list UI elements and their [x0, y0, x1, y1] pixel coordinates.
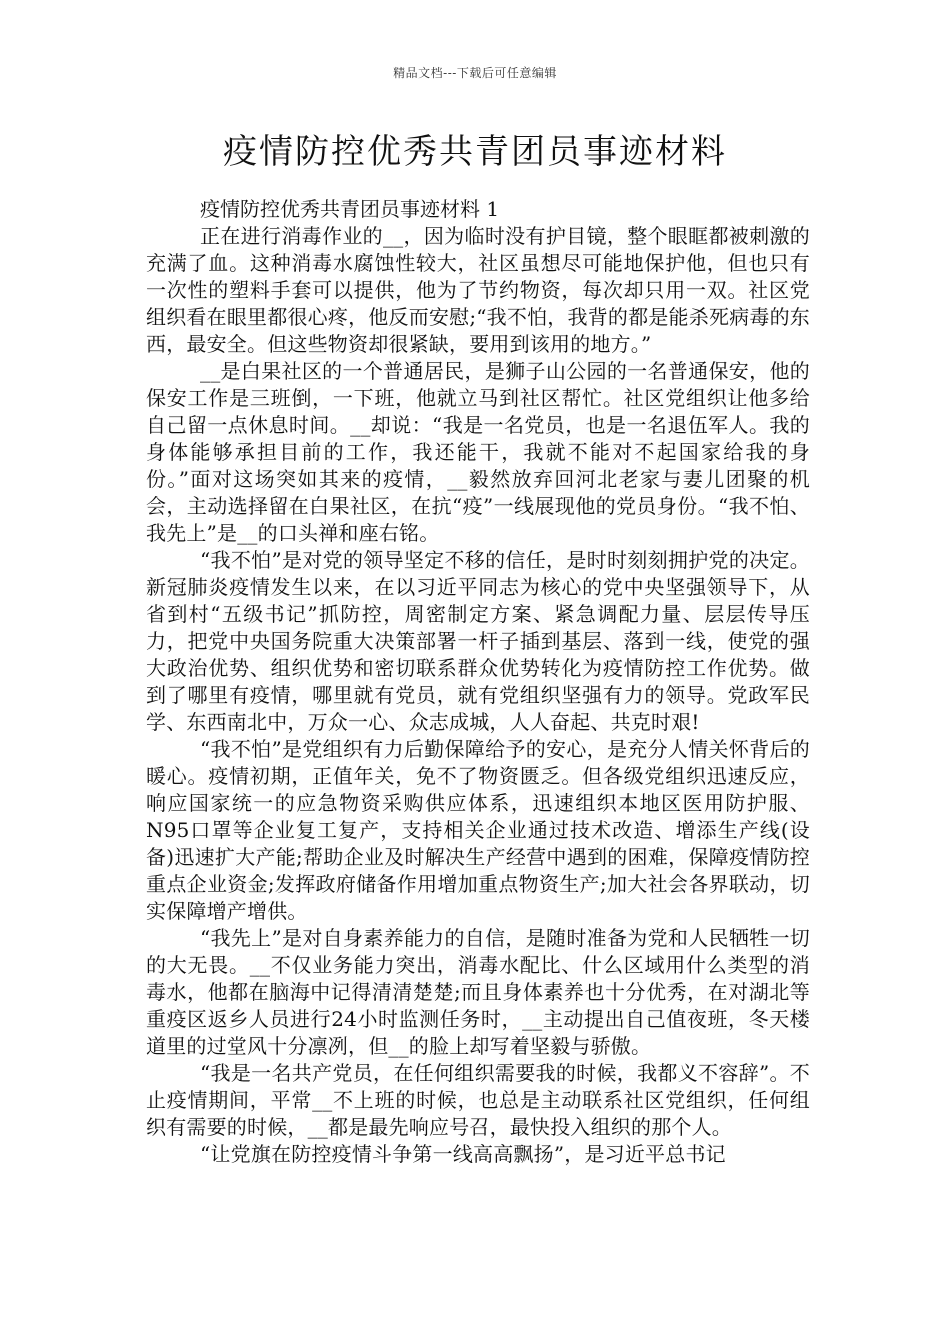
paragraph-3: “我不怕”是对党的领导坚定不移的信任，是时时刻刻拥护党的决定。新冠肺炎疫情发生以来，在以习近平同志为核心的党中央坚强领导下，从省到村“五级书记”抓防控，周密制定方案、紧急调配力量、层层传导压力，把党中央国务院重大决策部署一杆子插到基层、落到一线，使党的强大政治优势、组织优势和密切联系群众优势转化为疫情防控工作优势。做到了哪里有疫情，哪里就有党员，就有党组织坚强有力的领导。党政军民学、东西南北中，万众一心、众志成城，人人奋起、共克时艰!	[146, 548, 810, 734]
paragraph-2: __是白果社区的一个普通居民，是狮子山公园的一名普通保安，他的保安工作是三班倒，一下班，他就立马到社区帮忙。社区党组织让他多给自己留一点休息时间。__却说：“我是一名党员，也是一名退伍军人。我的身体能够承担目前的工作，我还能干，我就不能对不起国家给我的身份。”面对这场突如其来的疫情，__毅然放弃回河北老家与妻儿团聚的机会，主动选择留在白果社区，在抗“疫”一线展现他的党员身份。“我不怕、我先上”是__的口头禅和座右铭。	[146, 359, 810, 545]
paragraph-5: “我先上”是对自身素养能力的自信，是随时准备为党和人民牺牲一切的大无畏。__不仅业务能力突出，消毒水配比、什么区域用什么类型的消毒水，他都在脑海中记得清清楚楚;而且身体素养也十分优秀，在对湖北等重疫区返乡人员进行24小时监测任务时，__主动提出自己值夜班，冬天楼道里的过堂风十分凛冽，但__的脸上却写着坚毅与骄傲。	[146, 926, 810, 1058]
paragraph-7: “让党旗在防控疫情斗争第一线高高飘扬”，是习近平总书记	[200, 1142, 726, 1166]
header-note: 精品文档---下载后可任意编辑	[393, 66, 557, 80]
section-subtitle: 疫情防控优秀共青团员事迹材料 1	[200, 197, 500, 221]
paragraph-4: “我不怕”是党组织有力后勤保障给予的安心，是充分人情关怀背后的暖心。疫情初期，正值年关，免不了物资匮乏。但各级党组织迅速反应，响应国家统一的应急物资采购供应体系，迅速组织本地区医用防护服、N95口罩等企业复工复产，支持相关企业通过技术改造、增添生产线(设备)迅速扩大产能;帮助企业及时解决生产经营中遇到的困难，保障疫情防控重点企业资金;发挥政府储备作用增加重点物资生产;加大社会各界联动，切实保障增产增供。	[146, 737, 810, 923]
document-title: 疫情防控优秀共青团员事迹材料	[223, 132, 727, 172]
paragraph-6: “我是一名共产党员，在任何组织需要我的时候，我都义不容辞”。不止疫情期间，平常__不上班的时候，也总是主动联系社区党组织，任何组织有需要的时候，__都是最先响应号召，最快投入组织的那个人。	[146, 1061, 810, 1139]
document-body	[146, 196, 810, 1168]
paragraph-1: 正在进行消毒作业的__，因为临时没有护目镜，整个眼眶都被刺激的充满了血。这种消毒水腐蚀性较大，社区虽想尽可能地保护他，但也只有一次性的塑料手套可以提供，他为了节约物资，每次却只用一双。社区党组织看在眼里都很心疼，他反而安慰;“我不怕，我背的都是能杀死病毒的东西，最安全。但这些物资却很紧缺，要用到该用的地方。”	[146, 224, 810, 356]
